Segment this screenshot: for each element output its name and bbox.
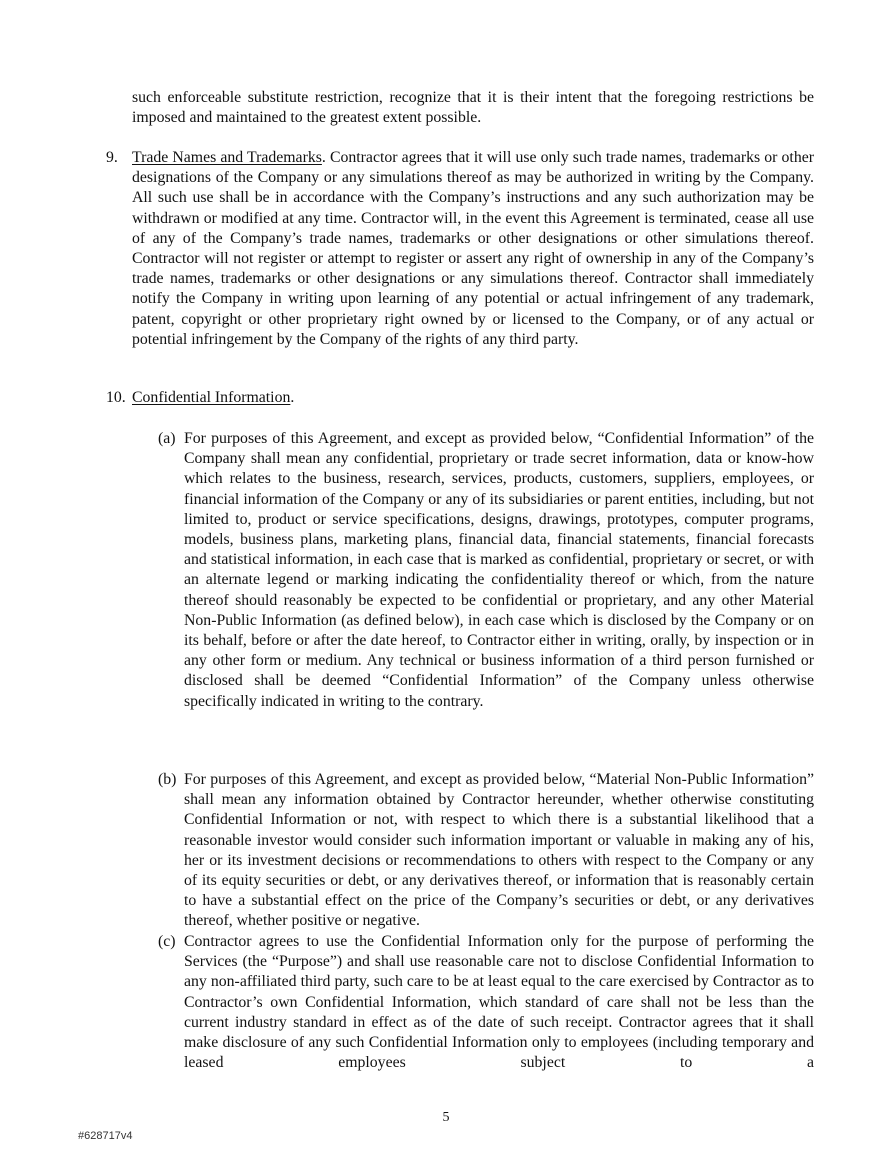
- subsection-c-label: (c): [158, 933, 176, 950]
- subsection-a-label: (a): [158, 430, 176, 447]
- subsection-c-paragraph: Contractor agrees to use the Confidential Information only for the purpose of performing the Services (the “Purpose”) and shall use reasonable care not to disclose Confidential Information to any non-affiliated third party, such care to be at least equal to the care exercised by Contractor as to Contractor’s own Confidential Information, which standard of care shall not be less than the current industry standard in effect as of the date of such receipt. Contractor agrees that it shall make disclosure of any such Confidential Information only to employees (including temporary and leased employees subject to a: [184, 933, 814, 1072]
- subsection-a-paragraph: For purposes of this Agreement, and except as provided below, “Confidential Information” of the Company shall mean any confidential, proprietary or trade secret information, data or know-how which relates to the business, research, services, products, customers, suppliers, employees, or financial information of the Company or any of its subsidiaries or parent entities, including, but not limited to, product or service specifications, designs, drawings, prototypes, computer programs, models, business plans, marketing plans, financial data, financial statements, financial forecasts and statistical information, in each case that is marked as confidential, proprietary or secret, or with an alternate legend or marking indicating the confidentiality thereof or which, from the nature thereof should reasonably be expected to be confidential or proprietary, and any other Material Non-Public Information (as defined below), in each case which is disclosed by the Company or on its behalf, before or after the date hereof, to Contractor either in writing, orally, by inspection or in any other form or medium. Any technical or business information of a third person furnished or disclosed shall be deemed “Confidential Information” of the Company unless otherwise specifically indicated in writing to the contrary.: [184, 430, 814, 710]
- section-10-heading-suffix: .: [290, 389, 295, 406]
- page-number: 5: [442, 1110, 450, 1125]
- section-10-number: 10.: [106, 389, 126, 406]
- document-id: #628717v4: [78, 1130, 133, 1142]
- section-10-heading-line: [132, 388, 294, 408]
- section-9-heading: Trade Names and Trademarks: [132, 149, 322, 166]
- section-10-heading: Confidential Information: [132, 389, 291, 406]
- section-9-text: . Contractor agrees that it will use only such trade names, trademarks or other designations of the Company or any simulations thereof as may be authorized in writing by the Company. All such use shall be in accordance with the Company’s instructions and any such authorization may be withdrawn or modified at any time. Contractor will, in the event this Agreement is terminated, cease all use of any of the Company’s trade names, trademarks or other designations or other simulations thereof. Contractor will not register or attempt to register or assert any right of ownership in any of the Company’s trade names, trademarks or other designations or any simulations thereof. Contractor shall immediately notify the Company in writing upon learning of any potential or actual infringement of any trademark, patent, copyright or other proprietary right owned by or licensed to the Company, or of any actual or potential infringement by the Company of the rights of any third party.: [132, 149, 814, 348]
- continuation-paragraph: such enforceable substitute restriction, recognize that it is their intent that the foregoing restrictions be imposed and maintained to the greatest extent possible.: [132, 89, 814, 127]
- section-9-number: 9.: [106, 149, 118, 166]
- subsection-b-paragraph: For purposes of this Agreement, and except as provided below, “Material Non-Public Information” shall mean any information obtained by Contractor hereunder, whether otherwise constituting Confidential Information or not, with respect to which there is a substantial likelihood that a reasonable investor would consider such information important or valuable in making any of his, her or its investment decisions or recommendations to others with respect to the Company or any of its equity securities or debt, or any derivatives thereof, or information that is reasonably certain to have a substantial effect on the price of the Company’s securities or debt, or any derivatives thereof, whether positive or negative.: [184, 771, 814, 930]
- subsection-b-label: (b): [158, 771, 177, 788]
- section-9-paragraph: [132, 148, 814, 350]
